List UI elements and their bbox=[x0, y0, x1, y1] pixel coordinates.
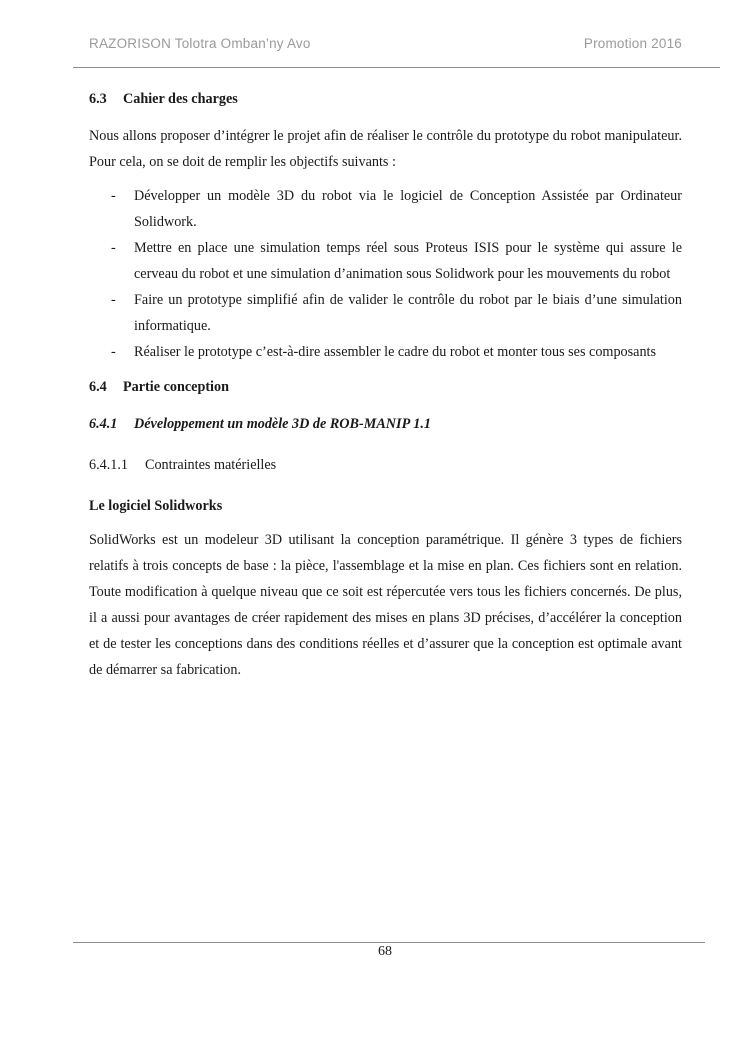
heading-6-4-1-1 bbox=[89, 452, 682, 478]
heading-6-4-number: 6.4 bbox=[89, 379, 107, 395]
header-author: RAZORISON Tolotra Omban’ny Avo bbox=[89, 36, 311, 51]
heading-6-4-1-1-number: 6.4.1.1 bbox=[89, 457, 129, 473]
bullet-dash: - bbox=[111, 344, 116, 360]
solidworks-heading: Le logiciel Solidworks bbox=[89, 498, 223, 514]
bullet-dash: - bbox=[111, 240, 116, 256]
heading-6-4-1-number: 6.4.1 bbox=[89, 416, 118, 432]
solidworks-paragraph: SolidWorks est un modeleur 3D utilisant la conception paramétrique. Il génère 3 types de fichiers relatifs à trois concepts de base : la pièce, l'assemblage et la mise en plan. Ces fichiers sont en relation. Toute modification à quelque niveau que ce soit est répercutée vers tous les fichiers concernés. De plus, il a aussi pour avantages de créer rapidement des mises en plans 3D précises, d’accélérer la conception et de tester les conceptions dans des conditions réelles et d’assurer que la conception est optimale avant de démarrer sa fabrication. bbox=[89, 532, 682, 678]
footer-divider bbox=[73, 942, 705, 943]
list-item-text: Développer un modèle 3D du robot via le logiciel de Conception Assistée par Ordinateur Solidwork. bbox=[134, 188, 682, 230]
heading-6-4 bbox=[89, 374, 682, 400]
list-item-text: Réaliser le prototype c’est-à-dire assembler le cadre du robot et monter tous ses composants bbox=[134, 344, 657, 360]
intro-paragraph: Nous allons proposer d’intégrer le projet afin de réaliser le contrôle du prototype du robot manipulateur. Pour cela, on se doit de remplir les objectifs suivants : bbox=[89, 128, 682, 170]
heading-6-4-1-1-title: Contraintes matérielles bbox=[145, 457, 277, 473]
header-promotion: Promotion 2016 bbox=[583, 36, 682, 51]
bullet-dash: - bbox=[111, 292, 116, 308]
heading-6-4-1 bbox=[89, 411, 682, 437]
page-header bbox=[89, 36, 682, 51]
objectives-list bbox=[89, 183, 682, 365]
heading-6-3-title: Cahier des charges bbox=[123, 91, 238, 107]
heading-6-3 bbox=[89, 86, 682, 112]
page-number: 68 bbox=[378, 944, 392, 959]
header-divider bbox=[73, 67, 720, 68]
list-item bbox=[89, 235, 682, 287]
list-item bbox=[89, 287, 682, 339]
list-item-text: Faire un prototype simplifié afin de valider le contrôle du robot par le biais d’une simulation informatique. bbox=[134, 292, 682, 334]
heading-6-4-title: Partie conception bbox=[123, 379, 229, 395]
page-content bbox=[89, 86, 682, 691]
list-item-text: Mettre en place une simulation temps réel sous Proteus ISIS pour le système qui assure le cerveau du robot et une simulation d’animation sous Solidwork pour les mouvements du robot bbox=[134, 240, 682, 282]
bullet-dash: - bbox=[111, 188, 116, 204]
heading-6-4-1-title: Développement un modèle 3D de ROB-MANIP 1.1 bbox=[134, 416, 431, 432]
list-item bbox=[89, 183, 682, 235]
heading-6-3-number: 6.3 bbox=[89, 91, 107, 107]
list-item bbox=[89, 339, 682, 365]
